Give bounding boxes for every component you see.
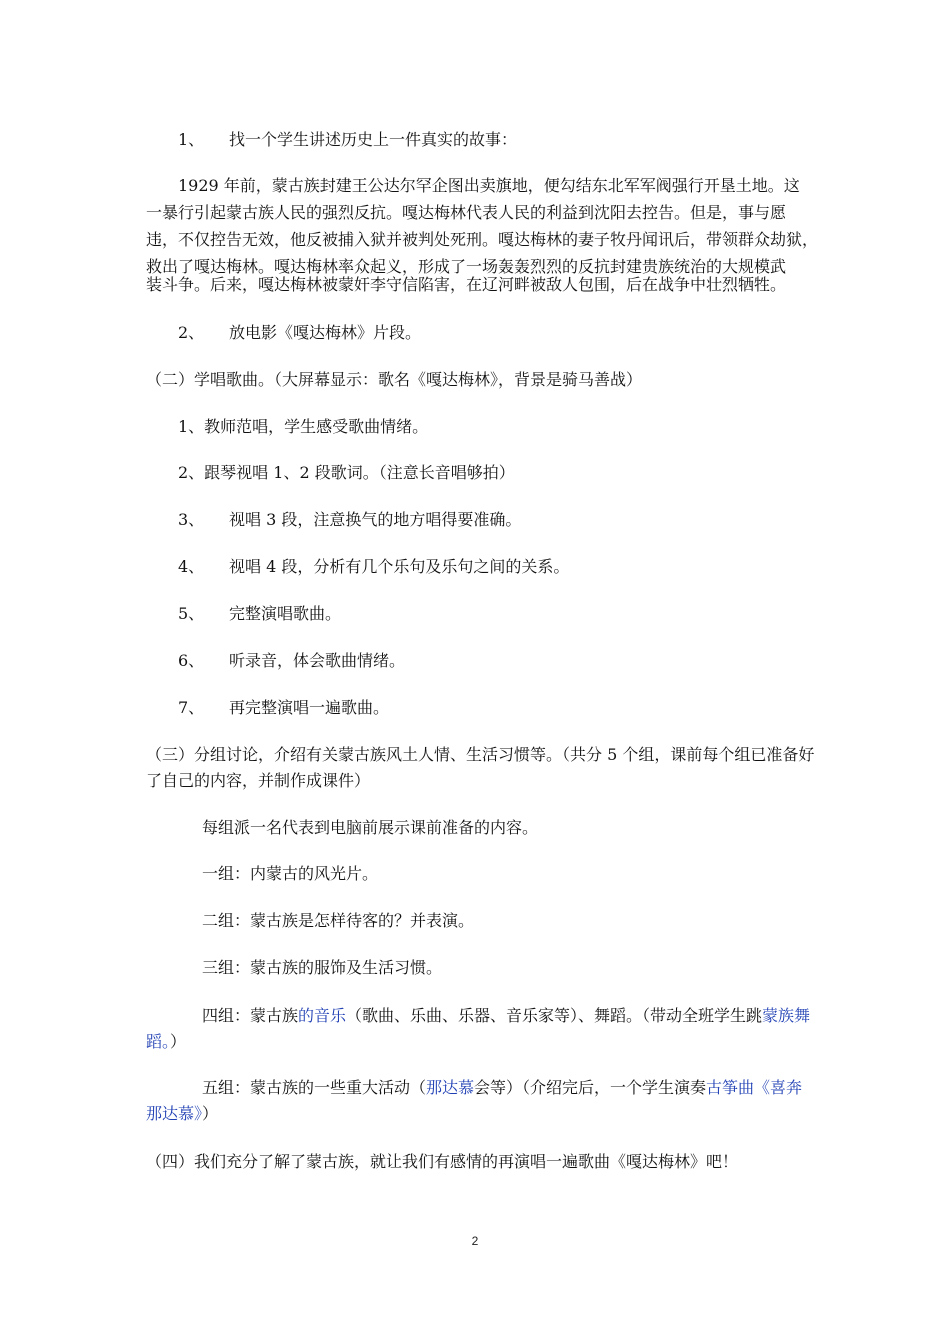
music-link[interactable]: 的音乐 (298, 1006, 347, 1025)
list-number: 3、 (178, 510, 205, 529)
group-item-5 (202, 1078, 802, 1098)
list-number: 1、 (178, 130, 205, 149)
step-item (178, 651, 405, 671)
guzheng-piece-link-continued[interactable]: 那达慕》 (146, 1104, 203, 1123)
mongolian-dance-link-continued[interactable]: 蹈。 (146, 1032, 171, 1051)
group-item-4 (202, 1006, 810, 1026)
group-item: 二组：蒙古族是怎样待客的？并表演。 (202, 911, 475, 930)
list-number: 5、 (178, 604, 205, 623)
mongolian-dance-link[interactable]: 蒙族舞 (762, 1006, 811, 1025)
list-number: 4、 (178, 557, 205, 576)
step-item (178, 604, 341, 624)
story-paragraph-line: 违，不仅控告无效，他反被捕入狱并被判处死刑。嘎达梅林的妻子牧丹闻讯后，带领群众劫狱， (146, 230, 819, 249)
step-item: 1、教师范唱，学生感受歌曲情绪。 (178, 417, 429, 436)
group-text: ） (170, 1032, 187, 1051)
list-number: 7、 (178, 698, 205, 717)
group-text: 四组：蒙古族 (202, 1006, 299, 1025)
story-paragraph-line: 救出了嘎达梅林。嘎达梅林率众起义，形成了一场轰轰烈烈的反抗封建贵族统治的大规模武 (146, 257, 787, 276)
section-heading-continued: 了自己的内容，并制作成课件） (146, 771, 371, 790)
section-heading: （三）分组讨论，介绍有关蒙古族风土人情、生活习惯等。（共分 5 个组，课前每个组已准备好 (146, 745, 815, 764)
list-text: 找一个学生讲述历史上一件真实的故事： (229, 130, 518, 149)
list-number: 2、 (178, 323, 205, 342)
group-text: ） (202, 1104, 219, 1123)
group-text: （歌曲、乐曲、乐器、音乐家等）、舞蹈。（带动全班学生跳 (346, 1006, 763, 1025)
step-item: 2、跟琴视唱 1、2 段歌词。（注意长音唱够拍） (178, 463, 515, 482)
list-text: 放电影《嘎达梅林》片段。 (229, 323, 422, 342)
list-text: 完整演唱歌曲。 (229, 604, 342, 623)
group-item: 一组：内蒙古的风光片。 (202, 864, 379, 883)
list-text: 听录音，体会歌曲情绪。 (229, 651, 406, 670)
guzheng-piece-link[interactable]: 古筝曲《喜奔 (706, 1078, 803, 1097)
group-item-5-continued (146, 1104, 218, 1124)
page-number: 2 (471, 1234, 479, 1248)
section-intro: 每组派一名代表到电脑前展示课前准备的内容。 (202, 818, 539, 837)
group-item: 三组：蒙古族的服饰及生活习惯。 (202, 958, 443, 977)
step-item (178, 557, 569, 577)
story-paragraph-line: 一暴行引起蒙古族人民的强烈反抗。嘎达梅林代表人民的利益到沈阳去控告。但是，事与愿 (146, 203, 787, 222)
step-item (178, 698, 389, 718)
list-text: 视唱 4 段，分析有几个乐句及乐句之间的关系。 (229, 557, 570, 576)
section-heading: （四）我们充分了解了蒙古族，就让我们有感情的再演唱一遍歌曲《嘎达梅林》吧！ (146, 1152, 739, 1171)
story-paragraph-line: 1929 年前，蒙古族封建王公达尔罕企图出卖旗地，便勾结东北军军阀强行开垦土地。这 (178, 176, 800, 195)
story-item-heading (178, 130, 517, 150)
group-item-4-continued (146, 1032, 186, 1052)
group-text: 五组：蒙古族的一些重大活动（ (202, 1078, 427, 1097)
step-item (178, 510, 521, 530)
list-text: 视唱 3 段，注意换气的地方唱得要准确。 (229, 510, 522, 529)
list-number: 6、 (178, 651, 205, 670)
group-text: 会等）（介绍完后，一个学生演奏 (474, 1078, 707, 1097)
naadam-link[interactable]: 那达慕 (426, 1078, 475, 1097)
story-paragraph-line: 装斗争。后来，嘎达梅林被蒙奸李守信陷害，在辽河畔被敌人包围，后在战争中壮烈牺牲。 (146, 275, 787, 294)
movie-item (178, 323, 421, 343)
list-text: 再完整演唱一遍歌曲。 (229, 698, 390, 717)
section-heading: （二）学唱歌曲。（大屏幕显示：歌名《嘎达梅林》，背景是骑马善战） (146, 370, 643, 389)
